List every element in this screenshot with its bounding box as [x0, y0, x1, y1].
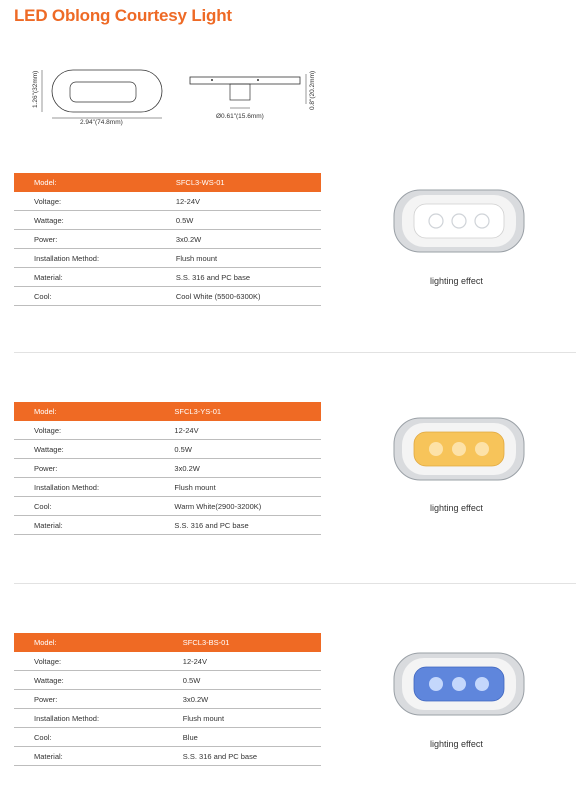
spec-label: Voltage:: [14, 192, 143, 211]
lighting-effect-caption: lighting effect: [430, 276, 483, 286]
spec-value: Blue: [150, 728, 321, 747]
spec-label: Wattage:: [14, 211, 143, 230]
light-image: [392, 649, 528, 719]
spec-value: S.S. 316 and PC base: [143, 268, 321, 287]
spec-row: [14, 268, 321, 287]
spec-label: Voltage:: [14, 652, 150, 671]
spec-label: Installation Method:: [14, 249, 143, 268]
spec-value: 3x0.2W: [150, 690, 321, 709]
lighting-effect-caption: lighting effect: [430, 739, 483, 749]
spec-label: Power:: [14, 459, 141, 478]
spec-value: 0.5W: [150, 671, 321, 690]
spec-value: S.S. 316 and PC base: [141, 516, 321, 535]
height-dimension: 1.26"(32mm): [32, 70, 39, 108]
spec-label: Cool:: [14, 497, 141, 516]
spec-row: [14, 230, 321, 249]
spec-row: [14, 459, 321, 478]
spec-label: Installation Method:: [14, 478, 141, 497]
lighting-effect-caption: lighting effect: [430, 503, 483, 513]
spec-row: [14, 440, 321, 459]
spec-header-row: [14, 402, 321, 421]
spec-label: Power:: [14, 230, 143, 249]
spec-table: [14, 633, 321, 766]
spec-value: SFCL3-BS-01: [150, 633, 321, 652]
spec-label: Installation Method:: [14, 709, 150, 728]
spec-value: 0.5W: [141, 440, 321, 459]
page-title: LED Oblong Courtesy Light: [14, 6, 232, 25]
spec-value: Flush mount: [141, 478, 321, 497]
spec-label: Cool:: [14, 287, 143, 306]
front-view-lens: [70, 82, 136, 102]
spec-row: [14, 671, 321, 690]
spec-label: Wattage:: [14, 440, 141, 459]
spec-table: [14, 402, 321, 535]
spec-row: [14, 287, 321, 306]
front-view-outline: [52, 70, 162, 112]
spec-header-row: [14, 173, 321, 192]
section-divider: [14, 583, 576, 584]
spec-value: SFCL3-WS-01: [143, 173, 321, 192]
spec-label: Model:: [14, 173, 143, 192]
spec-table: [14, 173, 321, 306]
spec-row: [14, 497, 321, 516]
spec-label: Cool:: [14, 728, 150, 747]
spec-value: 12-24V: [143, 192, 321, 211]
length-dimension: 2.94"(74.8mm): [80, 119, 123, 126]
spec-row: [14, 192, 321, 211]
spec-row: [14, 747, 321, 766]
spec-value: Cool White (5500-6300K): [143, 287, 321, 306]
side-view-body: [190, 77, 300, 84]
spec-label: Voltage:: [14, 421, 141, 440]
depth-dimension: 0.8"(20.2mm): [309, 70, 316, 110]
spec-value: SFCL3-YS-01: [141, 402, 321, 421]
spec-row: [14, 478, 321, 497]
dimension-drawing: [0, 60, 340, 130]
spec-value: 12-24V: [150, 652, 321, 671]
light-image: [392, 414, 528, 484]
side-view-stem: [230, 84, 250, 100]
spec-row: [14, 690, 321, 709]
spec-label: Power:: [14, 690, 150, 709]
spec-row: [14, 211, 321, 230]
spec-row: [14, 728, 321, 747]
spec-label: Model:: [14, 633, 150, 652]
spec-row: [14, 652, 321, 671]
section-divider: [14, 352, 576, 353]
spec-value: 3x0.2W: [143, 230, 321, 249]
spec-row: [14, 709, 321, 728]
spec-value: Flush mount: [143, 249, 321, 268]
spec-row: [14, 249, 321, 268]
spec-value: Warm White(2900-3200K): [141, 497, 321, 516]
spec-value: 3x0.2W: [141, 459, 321, 478]
spec-value: 12-24V: [141, 421, 321, 440]
spec-label: Model:: [14, 402, 141, 421]
spec-label: Wattage:: [14, 671, 150, 690]
light-image: [392, 186, 528, 256]
spec-value: 0.5W: [143, 211, 321, 230]
diameter-dimension: Ø0.61"(15.6mm): [216, 113, 264, 120]
spec-row: [14, 421, 321, 440]
spec-row: [14, 516, 321, 535]
spec-value: Flush mount: [150, 709, 321, 728]
spec-label: Material:: [14, 268, 143, 287]
spec-label: Material:: [14, 516, 141, 535]
spec-value: S.S. 316 and PC base: [150, 747, 321, 766]
spec-label: Material:: [14, 747, 150, 766]
spec-header-row: [14, 633, 321, 652]
